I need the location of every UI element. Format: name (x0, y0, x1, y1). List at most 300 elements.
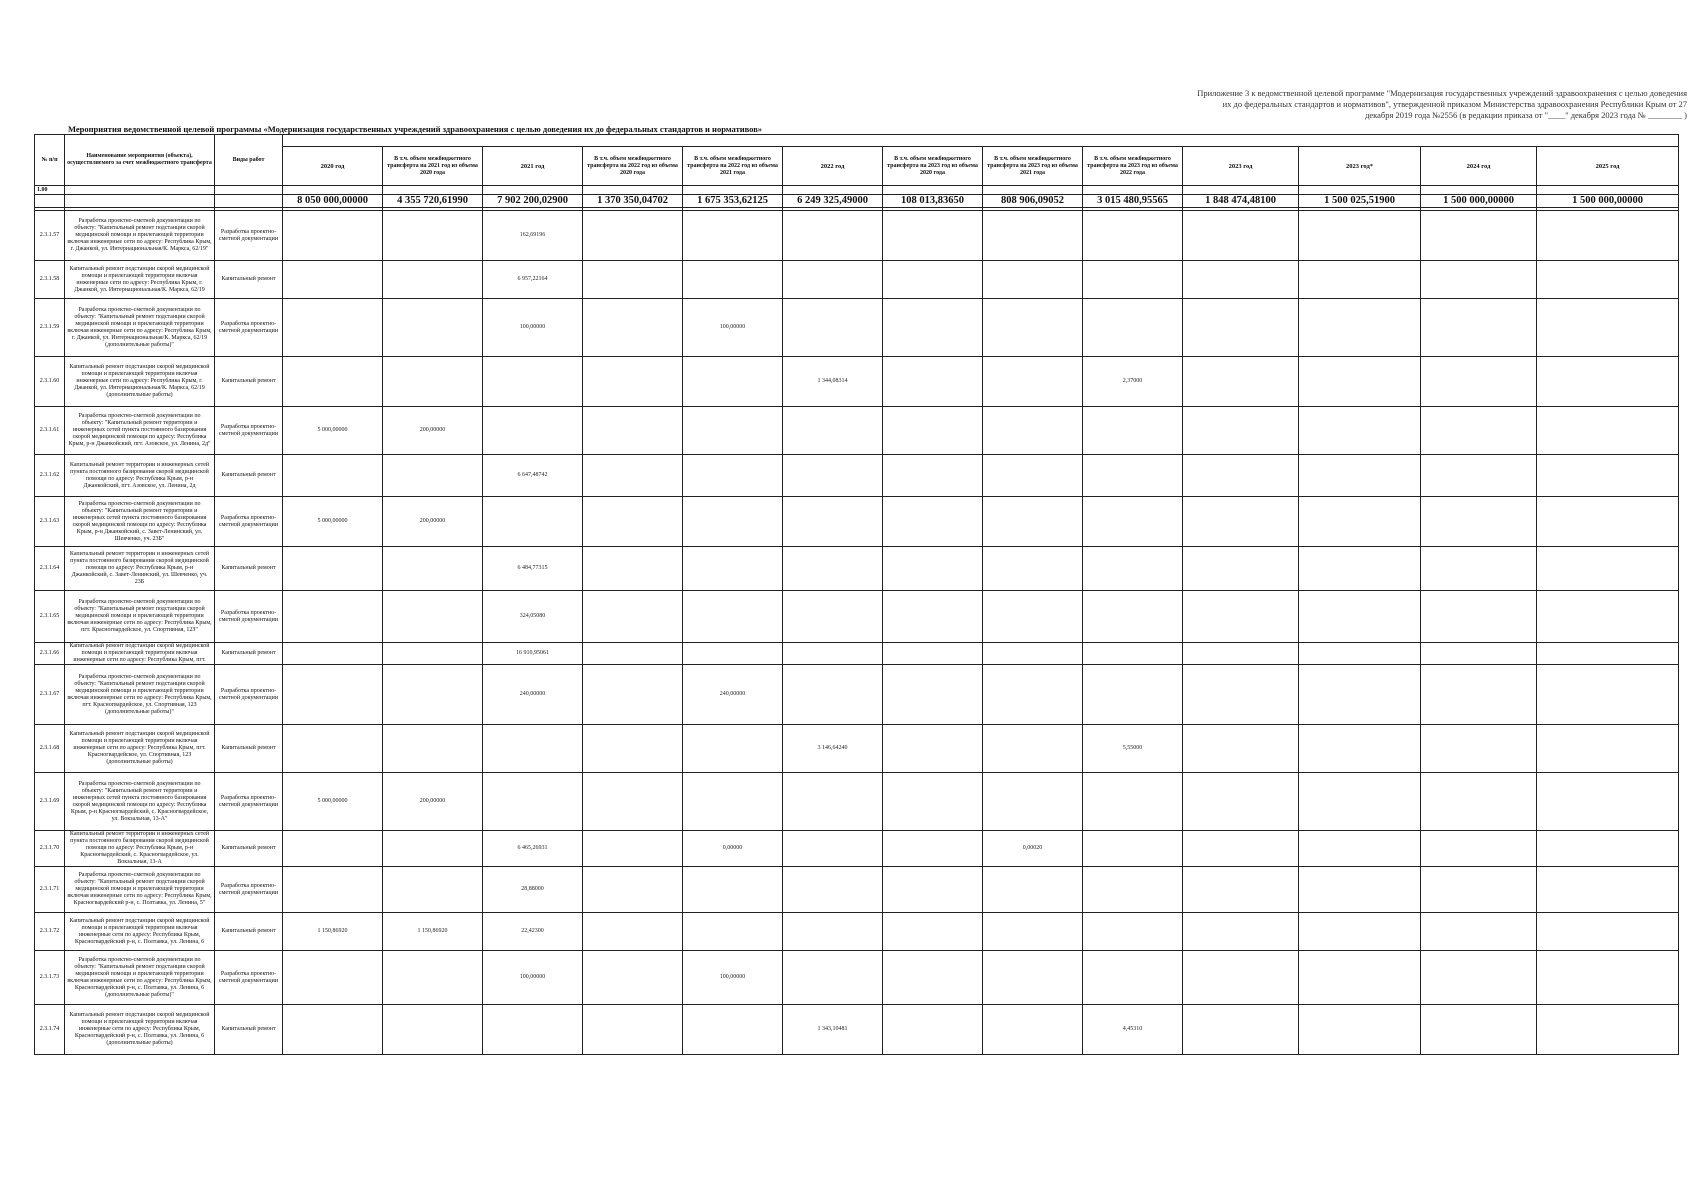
value-cell (383, 725, 483, 773)
value-cell (383, 299, 483, 357)
value-cell (983, 913, 1083, 951)
col-header-2020: 2020 год (283, 147, 383, 186)
value-cell (783, 261, 883, 299)
value-cell (583, 951, 683, 1005)
value-cell (983, 407, 1083, 455)
value-cell (383, 951, 483, 1005)
value-cell (1083, 261, 1183, 299)
row-name: Разработка проектно-сметной документации по объекту: "Капитальный ремонт подстанции скорой медицинской помощи и прилегающей территории включая инженерные сети по адресу: Республика Крым, г. Джанкой, ул. Интернациональная/К. Маркса, 62/19 (дополнительные работы)" (65, 299, 215, 357)
value-cell (483, 1005, 583, 1055)
value-cell (983, 1005, 1083, 1055)
value-cell (1299, 211, 1421, 261)
value-cell (1537, 913, 1679, 951)
value-cell (1183, 913, 1299, 951)
value-cell (283, 1005, 383, 1055)
value-cell (983, 591, 1083, 643)
value-cell (1537, 725, 1679, 773)
value-cell (983, 725, 1083, 773)
table-row (35, 261, 1679, 299)
value-cell (1083, 867, 1183, 913)
value-cell (283, 211, 383, 261)
table-row (35, 357, 1679, 407)
value-cell: 6 647,48742 (483, 455, 583, 497)
value-cell (983, 455, 1083, 497)
value-cell (683, 211, 783, 261)
value-cell (1083, 591, 1183, 643)
value-cell (783, 867, 883, 913)
value-cell (1183, 497, 1299, 547)
table-title: Мероприятия ведомственной целевой программы «Модернизация государственных учреждений здравоохранения с целью доведения их до федеральных стандартов и нормативов» (68, 124, 763, 134)
row-number: 2.3.1.69 (35, 773, 65, 831)
value-cell (683, 357, 783, 407)
value-cell (1083, 407, 1183, 455)
appendix-line-1: Приложение 3 к ведомственной целевой программе "Модернизация государственных учреждений здравоохранения с целью доведения (1197, 88, 1687, 98)
value-cell: 2,37000 (1083, 357, 1183, 407)
total-cell: 1 500 000,00000 (1537, 195, 1679, 208)
value-cell (883, 407, 983, 455)
value-cell (1537, 357, 1679, 407)
value-cell (1183, 831, 1299, 867)
value-cell: 162,69196 (483, 211, 583, 261)
value-cell (1183, 211, 1299, 261)
value-cell (1299, 407, 1421, 455)
value-cell: 6 465,26931 (483, 831, 583, 867)
total-cell: 6 249 325,49000 (783, 195, 883, 208)
value-cell (1183, 407, 1299, 455)
value-cell (1183, 867, 1299, 913)
value-cell (283, 591, 383, 643)
row-work-type: Капитальный ремонт (215, 455, 283, 497)
value-cell (1421, 591, 1537, 643)
value-cell (383, 643, 483, 665)
value-cell (783, 951, 883, 1005)
col-header-2021: 2021 год (483, 147, 583, 186)
value-cell (683, 725, 783, 773)
value-cell: 4,45310 (1083, 1005, 1183, 1055)
value-cell (683, 913, 783, 951)
value-cell (283, 951, 383, 1005)
value-cell (1421, 725, 1537, 773)
value-cell: 240,00000 (683, 665, 783, 725)
value-cell (1421, 547, 1537, 591)
code-cell: 1.00 (35, 186, 65, 195)
value-cell (1299, 665, 1421, 725)
value-cell: 200,00000 (383, 773, 483, 831)
total-cell: 8 050 000,00000 (283, 195, 383, 208)
value-cell (1299, 913, 1421, 951)
value-cell: 1 150,86920 (383, 913, 483, 951)
value-cell (983, 261, 1083, 299)
value-cell (583, 407, 683, 455)
value-cell: 0,00000 (683, 831, 783, 867)
table-row (35, 773, 1679, 831)
value-cell: 200,00000 (383, 407, 483, 455)
row-name: Разработка проектно-сметной документации по объекту: "Капитальный ремонт территории и инженерных сетей пункта постоянного базирования скорой медицинской помощи по адресу: Республика Крым, р-н Джанкойский, с. Завет-Ленинский, ул. Шевченко, уч. 23Б" (65, 497, 215, 547)
value-cell (483, 497, 583, 547)
col-header-work: Виды работ (215, 135, 283, 186)
value-cell (1299, 951, 1421, 1005)
row-name: Разработка проектно-сметной документации по объекту: "Капитальный ремонт подстанции скорой медицинской помощи и прилегающей территории включая инженерные сети по адресу: Республика Крым, Красногвардейский р-н, с. Полтавка, ул. Ленина, 5" (65, 867, 215, 913)
value-cell: 100,00000 (683, 299, 783, 357)
row-number: 2.3.1.62 (35, 455, 65, 497)
row-name: Разработка проектно-сметной документации по объекту: "Капитальный ремонт подстанции скорой медицинской помощи и прилегающей территории включая инженерные сети по адресу: Республика Крым, Красногвардейский р-н, с. Полтавка, ул. Ленина, 6 (дополнительные работы)" (65, 951, 215, 1005)
row-name: Капитальный ремонт подстанции скорой медицинской помощи и прилегающей территории включая инженерные сети по адресу: Республика Крым, г. Джанкой, ул. Интернациональная/К. Маркса, 62/19 (дополнительные работы) (65, 357, 215, 407)
value-cell (1421, 455, 1537, 497)
row-work-type: Разработка проектно-сметной документации (215, 299, 283, 357)
value-cell (883, 643, 983, 665)
value-cell (1183, 261, 1299, 299)
value-cell (1083, 497, 1183, 547)
value-cell (383, 357, 483, 407)
code-row (35, 186, 1679, 195)
value-cell (883, 773, 983, 831)
value-cell (383, 867, 483, 913)
value-cell (1299, 831, 1421, 867)
value-cell (1299, 547, 1421, 591)
total-cell: 1 370 350,04702 (583, 195, 683, 208)
value-cell (1083, 951, 1183, 1005)
value-cell (1183, 643, 1299, 665)
total-cell: 4 355 720,61990 (383, 195, 483, 208)
totals-row (35, 195, 1679, 208)
table-row (35, 591, 1679, 643)
appendix-line-2: их до федеральных стандартов и нормативов", утвержденной приказом Министерства здравоохранения Республики Крым от 27 (1222, 99, 1687, 109)
table-row (35, 951, 1679, 1005)
value-cell (883, 211, 983, 261)
row-name: Разработка проектно-сметной документации по объекту: "Капитальный ремонт подстанции скорой медицинской помощи и прилегающей территории включая инженерные сети по адресу: Республика Крым, пгт. Красногвардейское, ул. Спортивная, 12З" (65, 591, 215, 643)
value-cell (1083, 299, 1183, 357)
value-cell (483, 407, 583, 455)
value-cell (483, 725, 583, 773)
value-cell (583, 497, 683, 547)
value-cell (583, 455, 683, 497)
value-cell (883, 497, 983, 547)
value-cell (883, 299, 983, 357)
value-cell (1299, 455, 1421, 497)
row-work-type: Капитальный ремонт (215, 357, 283, 407)
value-cell (983, 211, 1083, 261)
value-cell (983, 357, 1083, 407)
value-cell (1421, 773, 1537, 831)
value-cell (683, 407, 783, 455)
value-cell (383, 831, 483, 867)
value-cell: 28,88000 (483, 867, 583, 913)
value-cell (583, 831, 683, 867)
value-cell (983, 665, 1083, 725)
value-cell (283, 665, 383, 725)
value-cell (1083, 665, 1183, 725)
value-cell (683, 773, 783, 831)
row-number: 2.3.1.73 (35, 951, 65, 1005)
value-cell (783, 773, 883, 831)
value-cell (1421, 1005, 1537, 1055)
value-cell (583, 591, 683, 643)
value-cell (883, 831, 983, 867)
value-cell (1537, 547, 1679, 591)
table-row (35, 913, 1679, 951)
table-row (35, 211, 1679, 261)
col-header-2023: 2023 год (1183, 147, 1299, 186)
table-row (35, 725, 1679, 773)
value-cell (1537, 455, 1679, 497)
row-work-type: Разработка проектно-сметной документации (215, 407, 283, 455)
value-cell (783, 913, 883, 951)
row-work-type: Капитальный ремонт (215, 725, 283, 773)
row-number: 2.3.1.59 (35, 299, 65, 357)
col-header-2024: 2024 год (1421, 147, 1537, 186)
value-cell (1183, 1005, 1299, 1055)
row-work-type: Капитальный ремонт (215, 913, 283, 951)
value-cell (883, 357, 983, 407)
value-cell (1183, 665, 1299, 725)
value-cell (583, 1005, 683, 1055)
value-cell (283, 643, 383, 665)
value-cell (283, 357, 383, 407)
value-cell (883, 547, 983, 591)
col-header-name: Наименование мероприятия (объекта), осуществляемого за счет межбюджетного трансферта (65, 135, 215, 186)
table-row (35, 497, 1679, 547)
table-row (35, 665, 1679, 725)
value-cell (583, 299, 683, 357)
row-work-type: Разработка проектно-сметной документации (215, 211, 283, 261)
row-name: Разработка проектно-сметной документации по объекту: "Капитальный ремонт территории и инженерных сетей пункта постоянного базирования скорой медицинской помощи по адресу: Республика Крым, р-н Красногвардейский, с. Красногвардейское, ул. Вокзальная, 13-А" (65, 773, 215, 831)
value-cell (983, 951, 1083, 1005)
col-header-transfer-2021-from-2020: В т.ч. объем межбюджетного трансферта на 2021 год из объема 2020 года (383, 147, 483, 186)
table-row (35, 299, 1679, 357)
col-header-transfer-2023-from-2020: В т.ч. объем межбюджетного трансферта на 2023 год из объема 2020 года (883, 147, 983, 186)
value-cell (1537, 407, 1679, 455)
value-cell (1421, 497, 1537, 547)
row-work-type: Капитальный ремонт (215, 831, 283, 867)
value-cell (283, 455, 383, 497)
value-cell (1083, 211, 1183, 261)
value-cell (583, 547, 683, 591)
row-name: Капитальный ремонт подстанции скорой медицинской помощи и прилегающей территории включая инженерные сети по адресу: Республика Крым, пгт. Красногвардейское, ул. Спортивная, 12З (дополнительные работы) (65, 725, 215, 773)
appendix-line-3: декабря 2019 года №2556 (в редакции приказа от "____" декабря 2023 года № ________ ) (1365, 110, 1687, 120)
value-cell (1183, 299, 1299, 357)
total-cell: 1 500 025,51900 (1299, 195, 1421, 208)
value-cell (383, 591, 483, 643)
value-cell (1537, 773, 1679, 831)
value-cell (983, 497, 1083, 547)
value-cell (683, 497, 783, 547)
value-cell (1083, 547, 1183, 591)
row-name: Капитальный ремонт подстанции скорой медицинской помощи и прилегающей территории включая инженерные сети по адресу: Республика Крым, г. Джанкой, ул. Интернациональная/К. Маркса, 62/19 (65, 261, 215, 299)
appendix-note (1127, 88, 1687, 121)
row-name: Капитальный ремонт подстанции скорой медицинской помощи и прилегающей территории включая инженерные сети по адресу: Республика Крым, Красногвардейский р-н, с. Полтавка, ул. Ленина, 6 (65, 913, 215, 951)
row-name: Капитальный ремонт подстанции скорой медицинской помощи и прилегающей территории включая инженерные сети по адресу: Республика Крым, пгт. (65, 643, 215, 665)
row-name: Капитальный ремонт территории и инженерных сетей пункта постоянного базирования скорой медицинской помощи по адресу: Республика Крым, р-н Джанкойский, пгт. Азовское, ул. Ленина, 2д (65, 455, 215, 497)
value-cell (883, 591, 983, 643)
row-number: 2.3.1.68 (35, 725, 65, 773)
value-cell (1537, 643, 1679, 665)
row-work-type: Разработка проектно-сметной документации (215, 497, 283, 547)
value-cell (783, 211, 883, 261)
value-cell (883, 455, 983, 497)
row-number: 2.3.1.57 (35, 211, 65, 261)
value-cell (1537, 1005, 1679, 1055)
value-cell (1537, 261, 1679, 299)
value-cell (583, 211, 683, 261)
value-cell (1537, 211, 1679, 261)
value-cell (283, 867, 383, 913)
total-cell: 108 013,83650 (883, 195, 983, 208)
row-number: 2.3.1.61 (35, 407, 65, 455)
total-cell: 808 906,09052 (983, 195, 1083, 208)
value-cell (1183, 591, 1299, 643)
value-cell (1083, 773, 1183, 831)
value-cell: 6 484,77315 (483, 547, 583, 591)
value-cell (283, 547, 383, 591)
value-cell: 16 910,95061 (483, 643, 583, 665)
value-cell (1421, 913, 1537, 951)
row-work-type: Разработка проектно-сметной документации (215, 665, 283, 725)
value-cell (1299, 1005, 1421, 1055)
value-cell (983, 867, 1083, 913)
value-cell (1083, 455, 1183, 497)
value-cell: 3 146,64240 (783, 725, 883, 773)
value-cell (483, 773, 583, 831)
value-cell: 22,42300 (483, 913, 583, 951)
value-cell (1083, 643, 1183, 665)
value-cell (1537, 299, 1679, 357)
value-cell (1421, 211, 1537, 261)
row-work-type: Капитальный ремонт (215, 547, 283, 591)
row-work-type: Капитальный ремонт (215, 261, 283, 299)
table-row (35, 407, 1679, 455)
value-cell (783, 299, 883, 357)
header-spacer (283, 135, 1679, 147)
value-cell (1421, 951, 1537, 1005)
value-cell (1421, 261, 1537, 299)
row-number: 2.3.1.63 (35, 497, 65, 547)
row-number: 2.3.1.64 (35, 547, 65, 591)
total-cell: 3 015 480,95565 (1083, 195, 1183, 208)
total-cell: 1 500 000,00000 (1421, 195, 1537, 208)
col-header-transfer-2023-from-2022: В т.ч. объем межбюджетного трансферта на 2023 год из объема 2022 года (1083, 147, 1183, 186)
value-cell: 100,00000 (483, 299, 583, 357)
value-cell (983, 643, 1083, 665)
value-cell (883, 867, 983, 913)
value-cell (1421, 643, 1537, 665)
row-number: 2.3.1.67 (35, 665, 65, 725)
table-row (35, 1005, 1679, 1055)
value-cell (1183, 951, 1299, 1005)
col-header-transfer-2022-from-2020: В т.ч. объем межбюджетного трансферта на 2022 год из объема 2020 года (583, 147, 683, 186)
value-cell (1183, 547, 1299, 591)
value-cell (1299, 643, 1421, 665)
value-cell (1421, 299, 1537, 357)
row-number: 2.3.1.72 (35, 913, 65, 951)
value-cell (1299, 591, 1421, 643)
row-work-type: Разработка проектно-сметной документации (215, 773, 283, 831)
row-number: 2.3.1.66 (35, 643, 65, 665)
value-cell (1537, 497, 1679, 547)
table-row (35, 867, 1679, 913)
row-name: Капитальный ремонт подстанции скорой медицинской помощи и прилегающей территории включая инженерные сети по адресу: Республика Крым, Красногвардейский р-н, с. Полтавка, ул. Ленина, 6 (дополнительные работы) (65, 1005, 215, 1055)
value-cell (883, 665, 983, 725)
row-work-type: Капитальный ремонт (215, 1005, 283, 1055)
value-cell (983, 773, 1083, 831)
value-cell (583, 643, 683, 665)
value-cell (583, 773, 683, 831)
value-cell (1421, 831, 1537, 867)
row-name: Капитальный ремонт территории и инженерных сетей пункта постоянного базирования скорой медицинской помощи по адресу: Республика Крым, р-н Красногвардейский, с. Красногвардейское, ул. Вокзальная, 13-А (65, 831, 215, 867)
table-row (35, 455, 1679, 497)
value-cell (883, 913, 983, 951)
row-work-type: Разработка проектно-сметной документации (215, 867, 283, 913)
value-cell (1183, 455, 1299, 497)
value-cell (283, 725, 383, 773)
value-cell (1299, 773, 1421, 831)
value-cell: 5 000,00000 (283, 407, 383, 455)
value-cell (583, 913, 683, 951)
row-number: 2.3.1.65 (35, 591, 65, 643)
value-cell (683, 547, 783, 591)
value-cell (683, 643, 783, 665)
value-cell: 324,05080 (483, 591, 583, 643)
value-cell (383, 455, 483, 497)
value-cell (283, 831, 383, 867)
col-header-2023-star: 2023 год* (1299, 147, 1421, 186)
value-cell (1537, 591, 1679, 643)
col-header-transfer-2023-from-2021: В т.ч. объем межбюджетного трансферта на 2023 год из объема 2021 года (983, 147, 1083, 186)
table-row (35, 547, 1679, 591)
value-cell (683, 455, 783, 497)
row-work-type: Разработка проектно-сметной документации (215, 591, 283, 643)
value-cell (1537, 831, 1679, 867)
value-cell (483, 357, 583, 407)
value-cell (583, 665, 683, 725)
value-cell (1299, 497, 1421, 547)
value-cell: 6 957,22164 (483, 261, 583, 299)
value-cell: 240,00000 (483, 665, 583, 725)
value-cell (1421, 665, 1537, 725)
value-cell (1183, 725, 1299, 773)
value-cell (383, 665, 483, 725)
value-cell (1537, 867, 1679, 913)
value-cell (1299, 299, 1421, 357)
value-cell: 100,00000 (683, 951, 783, 1005)
value-cell (883, 1005, 983, 1055)
value-cell (783, 455, 883, 497)
value-cell (783, 497, 883, 547)
value-cell (883, 951, 983, 1005)
value-cell (1183, 357, 1299, 407)
value-cell (683, 1005, 783, 1055)
value-cell (1537, 951, 1679, 1005)
value-cell (1083, 831, 1183, 867)
value-cell (1421, 407, 1537, 455)
value-cell (1083, 913, 1183, 951)
value-cell (583, 867, 683, 913)
row-number: 2.3.1.74 (35, 1005, 65, 1055)
value-cell (583, 261, 683, 299)
value-cell: 1 343,10481 (783, 1005, 883, 1055)
value-cell: 1 344,08314 (783, 357, 883, 407)
value-cell (783, 591, 883, 643)
value-cell (283, 261, 383, 299)
row-work-type: Разработка проектно-сметной документации (215, 951, 283, 1005)
value-cell (1299, 725, 1421, 773)
total-cell: 1 675 353,62125 (683, 195, 783, 208)
col-header-transfer-2022-from-2021: В т.ч. объем межбюджетного трансферта на 2022 год из объема 2021 года (683, 147, 783, 186)
value-cell (383, 211, 483, 261)
value-cell: 0,00020 (983, 831, 1083, 867)
row-number: 2.3.1.58 (35, 261, 65, 299)
value-cell (983, 299, 1083, 357)
row-name: Разработка проектно-сметной документации по объекту: "Капитальный ремонт подстанции скорой медицинской помощи и прилегающей территории включая инженерные сети по адресу: Республика Крым, пгт. Красногвардейское, ул. Спортивная, 12З (дополнительные работы)" (65, 665, 215, 725)
